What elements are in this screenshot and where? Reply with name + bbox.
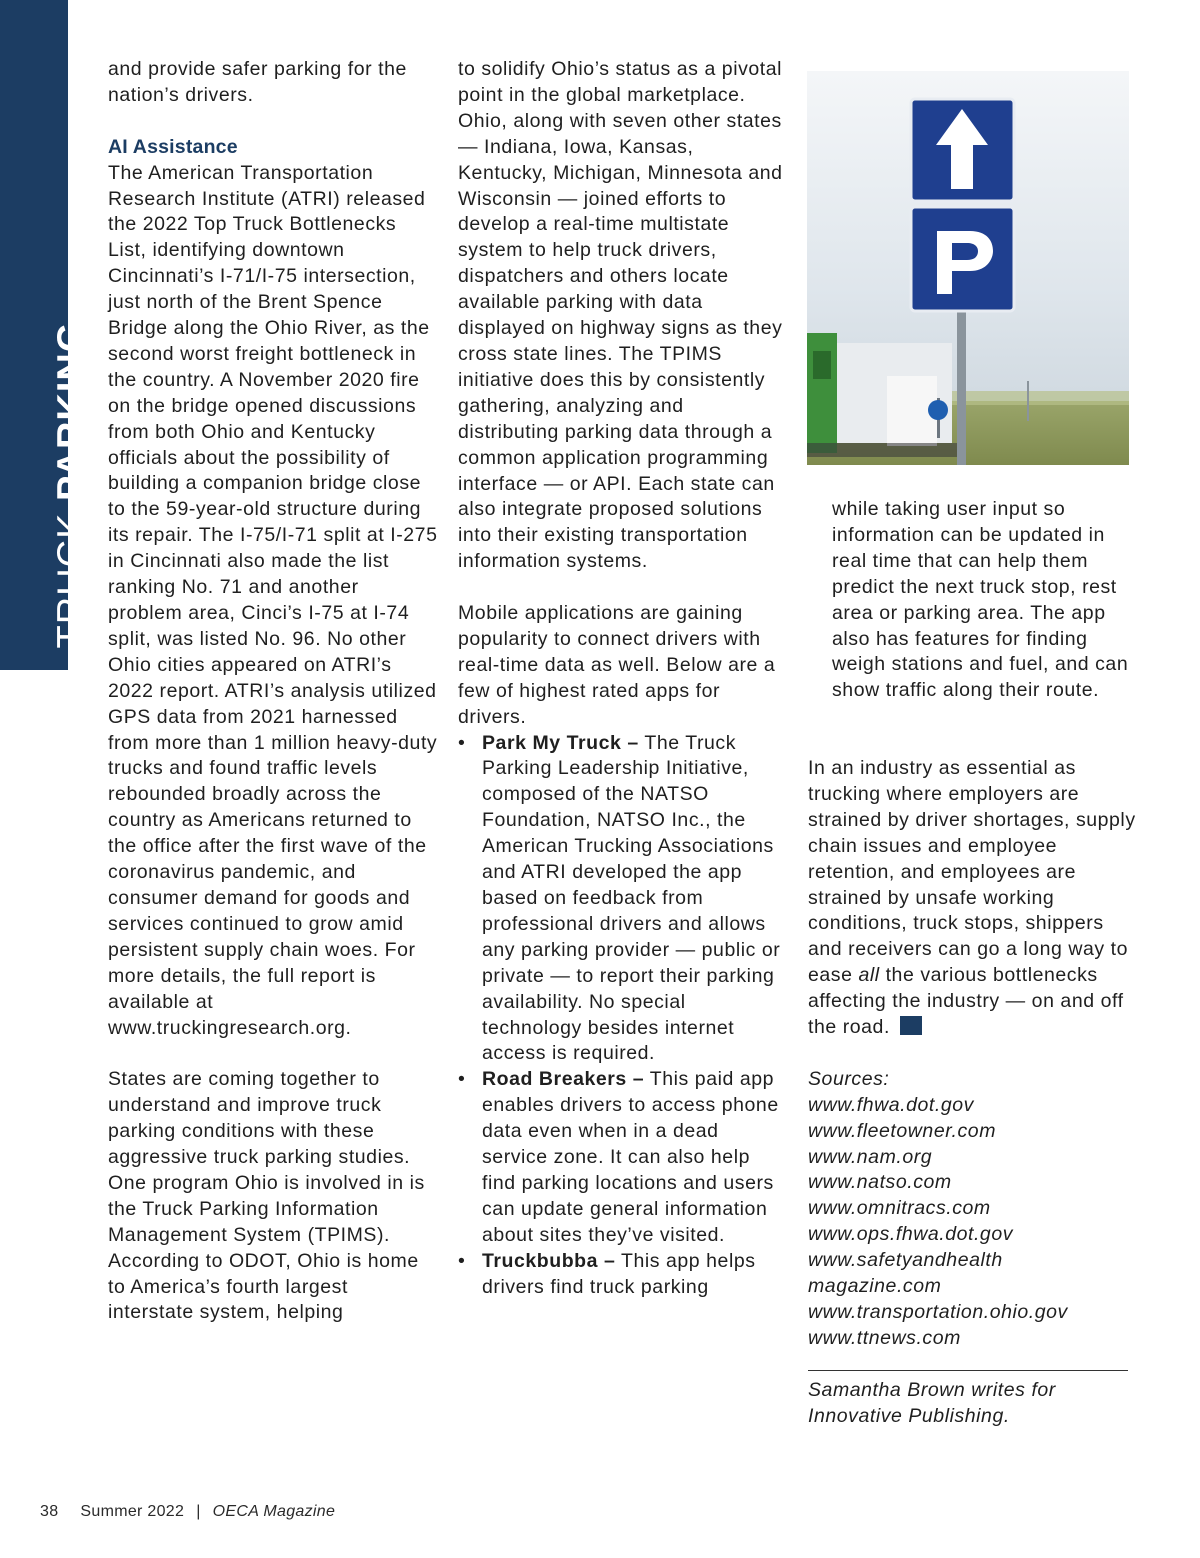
ai-section xyxy=(108,135,438,1042)
column-3-continuation xyxy=(832,497,1132,704)
byline-divider xyxy=(808,1370,1128,1371)
list-item xyxy=(458,1067,788,1248)
paragraph-mobile-apps: Mobile applications are gaining popularity to connect drivers with real-time data as well. Below are a few of highest rated apps for drivers. xyxy=(458,602,776,728)
column-1 xyxy=(108,57,438,1326)
closing-text-end: the various bottlenecks affecting the industry — on and off the road. xyxy=(808,964,1124,1039)
section-label-bold: PARKING xyxy=(50,321,93,501)
column-2 xyxy=(458,57,788,1300)
section-label-light: TRUCK xyxy=(50,500,93,649)
author-byline: Samantha Brown writes for Innovative Publishing. xyxy=(808,1378,1056,1427)
subheading-ai-assistance: AI Assistance xyxy=(108,135,238,158)
app-list xyxy=(458,731,788,1301)
paragraph-atri: The American Transportation Research Institute (ATRI) released the 2022 Top Truck Bottlenecks List, identifying downtown Cincinnati’s I-71/I-75 intersection, just north of the Brent Spence Bridge along the Ohio River, as the second worst freight bottleneck in the country. A November 2020 fire on the bridge opened discussions from both Ohio and Kentucky officials about the possibility of building a companion bridge close to the 59-year-old structure during its repair. The I-75/I-71 split at I-275 in Cincinnati also made the list ranking No. 71 and another problem area, Cinci’s I-75 at I-74 split, was listed No. 96. No other Ohio cities appeared on ATRI’s 2022 report. ATRI’s analysis utilized GPS data from 2021 harnessed from more than 1 million heavy-duty trucks and found traffic levels rebounded broadly across the country as Americans returned to the office after the first wave of the coronavirus pandemic, and consumer demand for goods and services continued to grow amid persistent supply chain woes. For more details, the full report is available at www.truckingresearch.org. xyxy=(108,161,438,1039)
magazine-name: OECA Magazine xyxy=(212,1503,336,1520)
source-link[interactable]: www.transportation.ohio.gov xyxy=(808,1301,1068,1324)
source-link[interactable]: www.ops.fhwa.dot.gov xyxy=(808,1223,1014,1246)
parking-sign-photo xyxy=(807,71,1129,465)
paragraph-tpims: States are coming together to understand and improve truck parking conditions with these aggressive truck parking studies. One program Ohio is involved in is the Truck Parking Information Management System (TPIMS). According to ODOT, Ohio is home to America’s fourth largest interstate system, helping xyxy=(108,1068,425,1324)
source-link[interactable]: www.natso.com xyxy=(808,1171,952,1194)
app-description: This paid app enables drivers to access phone data even when in a dead service zone. It can also help find parking locations and users can update general information about sites they’ve visited. xyxy=(482,1068,779,1246)
paragraph-closing xyxy=(808,756,1138,1041)
issue-date: Summer 2022 xyxy=(80,1503,185,1520)
source-link[interactable]: www.nam.org xyxy=(808,1145,933,1168)
list-item xyxy=(458,731,788,1068)
source-link[interactable]: www.omnitracs.com xyxy=(808,1197,991,1220)
app-description: This app helps drivers find truck parking xyxy=(482,1249,756,1298)
source-link[interactable]: www.fleetowner.com xyxy=(808,1119,996,1142)
sources-label: Sources: xyxy=(808,1067,890,1090)
app-name: Truckbubba – xyxy=(482,1249,616,1272)
closing-text-emphasis: all xyxy=(858,964,880,987)
page-number: 38 xyxy=(40,1503,59,1520)
column-3 xyxy=(808,756,1138,1430)
paragraph: and provide safer parking for the nation’s drivers. xyxy=(108,58,407,106)
closing-text-start: In an industry as essential as trucking where employers are strained by driver shortages, supply chain issues and employee retention, and employees are strained by unsafe working conditions, truck stops, shippers and receivers can go a long way to ease xyxy=(808,757,1136,987)
source-link[interactable]: www.ttnews.com xyxy=(808,1326,961,1349)
footer-separator: | xyxy=(196,1503,201,1520)
app-description: The Truck Parking Leadership Initiative, composed of the NATSO Foundation, NATSO Inc., the American Trucking Associations and ATRI developed the app based on feedback from professional drivers and allows any parking provider — public or private — to report their parking availability. No special technology besides internet access is required. xyxy=(482,731,781,1065)
source-link[interactable]: www.safetyandhealth magazine.com xyxy=(808,1249,1003,1298)
paragraph: to solidify Ohio’s status as a pivotal point in the global marketplace. Ohio, along with seven other states — Indiana, Iowa, Kansas, Kentucky, Michigan, Minnesota and Wisconsin — joined efforts to develop a real-time multistate system to help truck drivers, dispatchers and others locate available parking with data displayed on highway signs as they cross state lines. The TPIMS initiative does this by consistently gathering, analyzing and distributing parking data through a common application programming interface — or API. Each state can also integrate proposed solutions into their existing transportation information systems. xyxy=(458,58,783,573)
app-name: Road Breakers – xyxy=(482,1068,645,1091)
sources-list xyxy=(808,1067,1138,1352)
page-footer xyxy=(40,1503,335,1521)
end-mark-icon xyxy=(900,1016,922,1035)
source-link[interactable]: www.fhwa.dot.gov xyxy=(808,1093,974,1116)
parking-sign-illustration xyxy=(807,71,1129,465)
paragraph-truckbubba-continued: while taking user input so information can be updated in real time that can help them predict the next truck stop, rest area or parking area. The app also has features for finding weigh stations and fuel, and can show traffic along their route. xyxy=(832,498,1129,702)
list-item xyxy=(458,1249,788,1301)
app-name: Park My Truck – xyxy=(482,731,639,754)
